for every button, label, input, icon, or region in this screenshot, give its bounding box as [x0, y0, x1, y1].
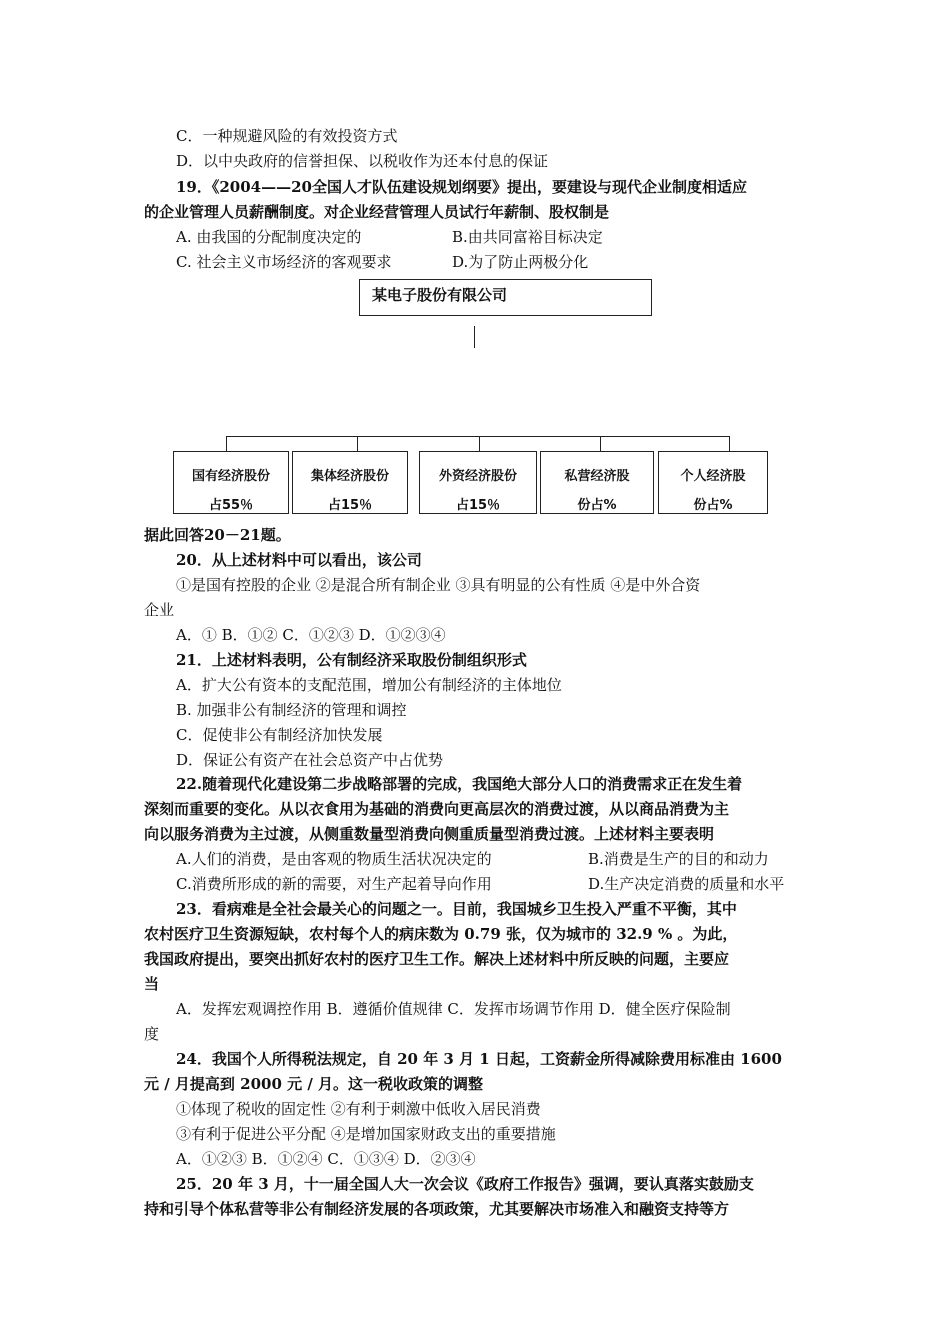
share-percent: 占55％ [208, 498, 254, 513]
q18-option-c: C．一种规避风险的有效投资方式 [176, 127, 398, 145]
share-name: 外资经济股份 [438, 469, 517, 484]
q19-option-b: B.由共同富裕目标决定 [452, 228, 603, 246]
q24-stem-2: 元 / 月提高到 2000 元 / 月。这一税收政策的调整 [144, 1075, 484, 1093]
connector-horizontal [226, 436, 730, 437]
share-box-individual [658, 451, 768, 514]
q21-option-b: B. 加强非公有制经济的管理和调控 [176, 701, 407, 719]
q22-option-c: C.消费所形成的新的需要，对生产起着导向作用 [176, 875, 492, 893]
q22-stem-1: 22.随着现代化建设第二步战略部署的完成，我国绝大部分人口的消费需求正在发生着 [176, 775, 743, 793]
q25-stem-1: 25．20 年 3 月，十一届全国人大一次会议《政府工作报告》强调，要认真落实鼓励支 [176, 1175, 754, 1193]
q24-stem-1: 24．我国个人所得税法规定，自 20 年 3 月 1 日起，工资薪金所得减除费用标准由 1600 [176, 1050, 782, 1068]
q20-items-1: ①是国有控股的企业 ②是混合所有制企业 ③具有明显的公有性质 ④是中外合资 [176, 576, 701, 594]
share-name: 私营经济股 [564, 469, 630, 484]
q23-stem-4: 当 [144, 975, 160, 993]
share-percent: 份占% [693, 498, 733, 513]
q24-options: A．①②③ B．①②④ C．①③④ D．②③④ [176, 1150, 476, 1168]
share-percent: 份占% [577, 498, 617, 513]
share-box-collective [292, 451, 408, 514]
q22-stem-3: 向以服务消费为主过渡，从侧重数量型消费向侧重质量型消费过渡。上述材料主要表明 [144, 825, 715, 843]
connector-branch [729, 436, 730, 451]
q25-stem-2: 持和引导个体私营等非公有制经济发展的各项政策，尤其要解决市场准入和融资支持等方 [144, 1200, 730, 1218]
q24-items-1: ①体现了税收的固定性 ②有利于刺激中低收入居民消费 [176, 1100, 541, 1118]
connector-branch [479, 436, 480, 451]
q22-stem-2: 深刻而重要的变化。从以衣食用为基础的消费向更高层次的消费过渡，从以商品消费为主 [144, 800, 730, 818]
q19-option-c: C. 社会主义市场经济的客观要求 [176, 253, 392, 271]
q19-option-d: D.为了防止两极分化 [452, 253, 589, 271]
share-name: 集体经济股份 [310, 469, 389, 484]
question-intro: 据此回答20－21题。 [144, 526, 291, 544]
share-box-foreign [419, 451, 537, 514]
share-name: 个人经济股 [680, 469, 746, 484]
connector-branch [600, 436, 601, 451]
q19-stem-2: 的企业管理人员薪酬制度。对企业经营管理人员试行年薪制、股权制是 [144, 203, 610, 221]
q21-option-c: C．促使非公有制经济加快发展 [176, 726, 383, 744]
q24-items-2: ③有利于促进公平分配 ④是增加国家财政支出的重要措施 [176, 1125, 556, 1143]
share-percent: 占15％ [455, 498, 501, 513]
q19-option-a: A. 由我国的分配制度决定的 [176, 228, 362, 246]
q23-options: A．发挥宏观调控作用 B．遵循价值规律 C．发挥市场调节作用 D．健全医疗保险制 [176, 1000, 731, 1018]
q20-stem: 20．从上述材料中可以看出，该公司 [176, 551, 422, 569]
connector-branch [226, 436, 227, 451]
q23-stem-1: 23．看病难是全社会最关心的问题之一。目前，我国城乡卫生投入严重不平衡，其中 [176, 900, 737, 918]
q23-stem-3: 我国政府提出，要突出抓好农村的医疗卫生工作。解决上述材料中所反映的问题，主要应 [144, 950, 730, 968]
company-box [359, 279, 652, 316]
q20-items-2: 企业 [144, 601, 175, 619]
q18-option-d: D．以中央政府的信誉担保、以税收作为还本付息的保证 [176, 152, 549, 170]
share-box-private [540, 451, 654, 514]
q23-stem-2: 农村医疗卫生资源短缺，农村每个人的病床数为 0.79 张，仅为城市的 32.9 % 。为此， [144, 925, 738, 943]
q19-stem-1: 19．《2004——20全国人才队伍建设规划纲要》提出，要建设与现代企业制度相适应 [176, 178, 747, 196]
connector-vertical [474, 326, 475, 348]
q23-options-2: 度 [144, 1025, 160, 1043]
connector-branch [357, 436, 358, 451]
q22-option-a: A.人们的消费，是由客观的物质生活状况决定的 [176, 850, 492, 868]
q21-option-d: D．保证公有资产在社会总资产中占优势 [176, 751, 444, 769]
share-percent: 占15％ [327, 498, 373, 513]
q22-option-d: D.生产决定消费的质量和水平 [588, 875, 785, 893]
q22-option-b: B.消费是生产的目的和动力 [588, 850, 769, 868]
q21-option-a: A．扩大公有资本的支配范围，增加公有制经济的主体地位 [176, 676, 562, 694]
share-name: 国有经济股份 [191, 469, 270, 484]
share-box-state [173, 451, 289, 514]
q21-stem: 21．上述材料表明，公有制经济采取股份制组织形式 [176, 651, 527, 669]
q20-options: A．① B．①② C．①②③ D．①②③④ [176, 626, 446, 644]
company-name: 某电子股份有限公司 [372, 286, 508, 304]
